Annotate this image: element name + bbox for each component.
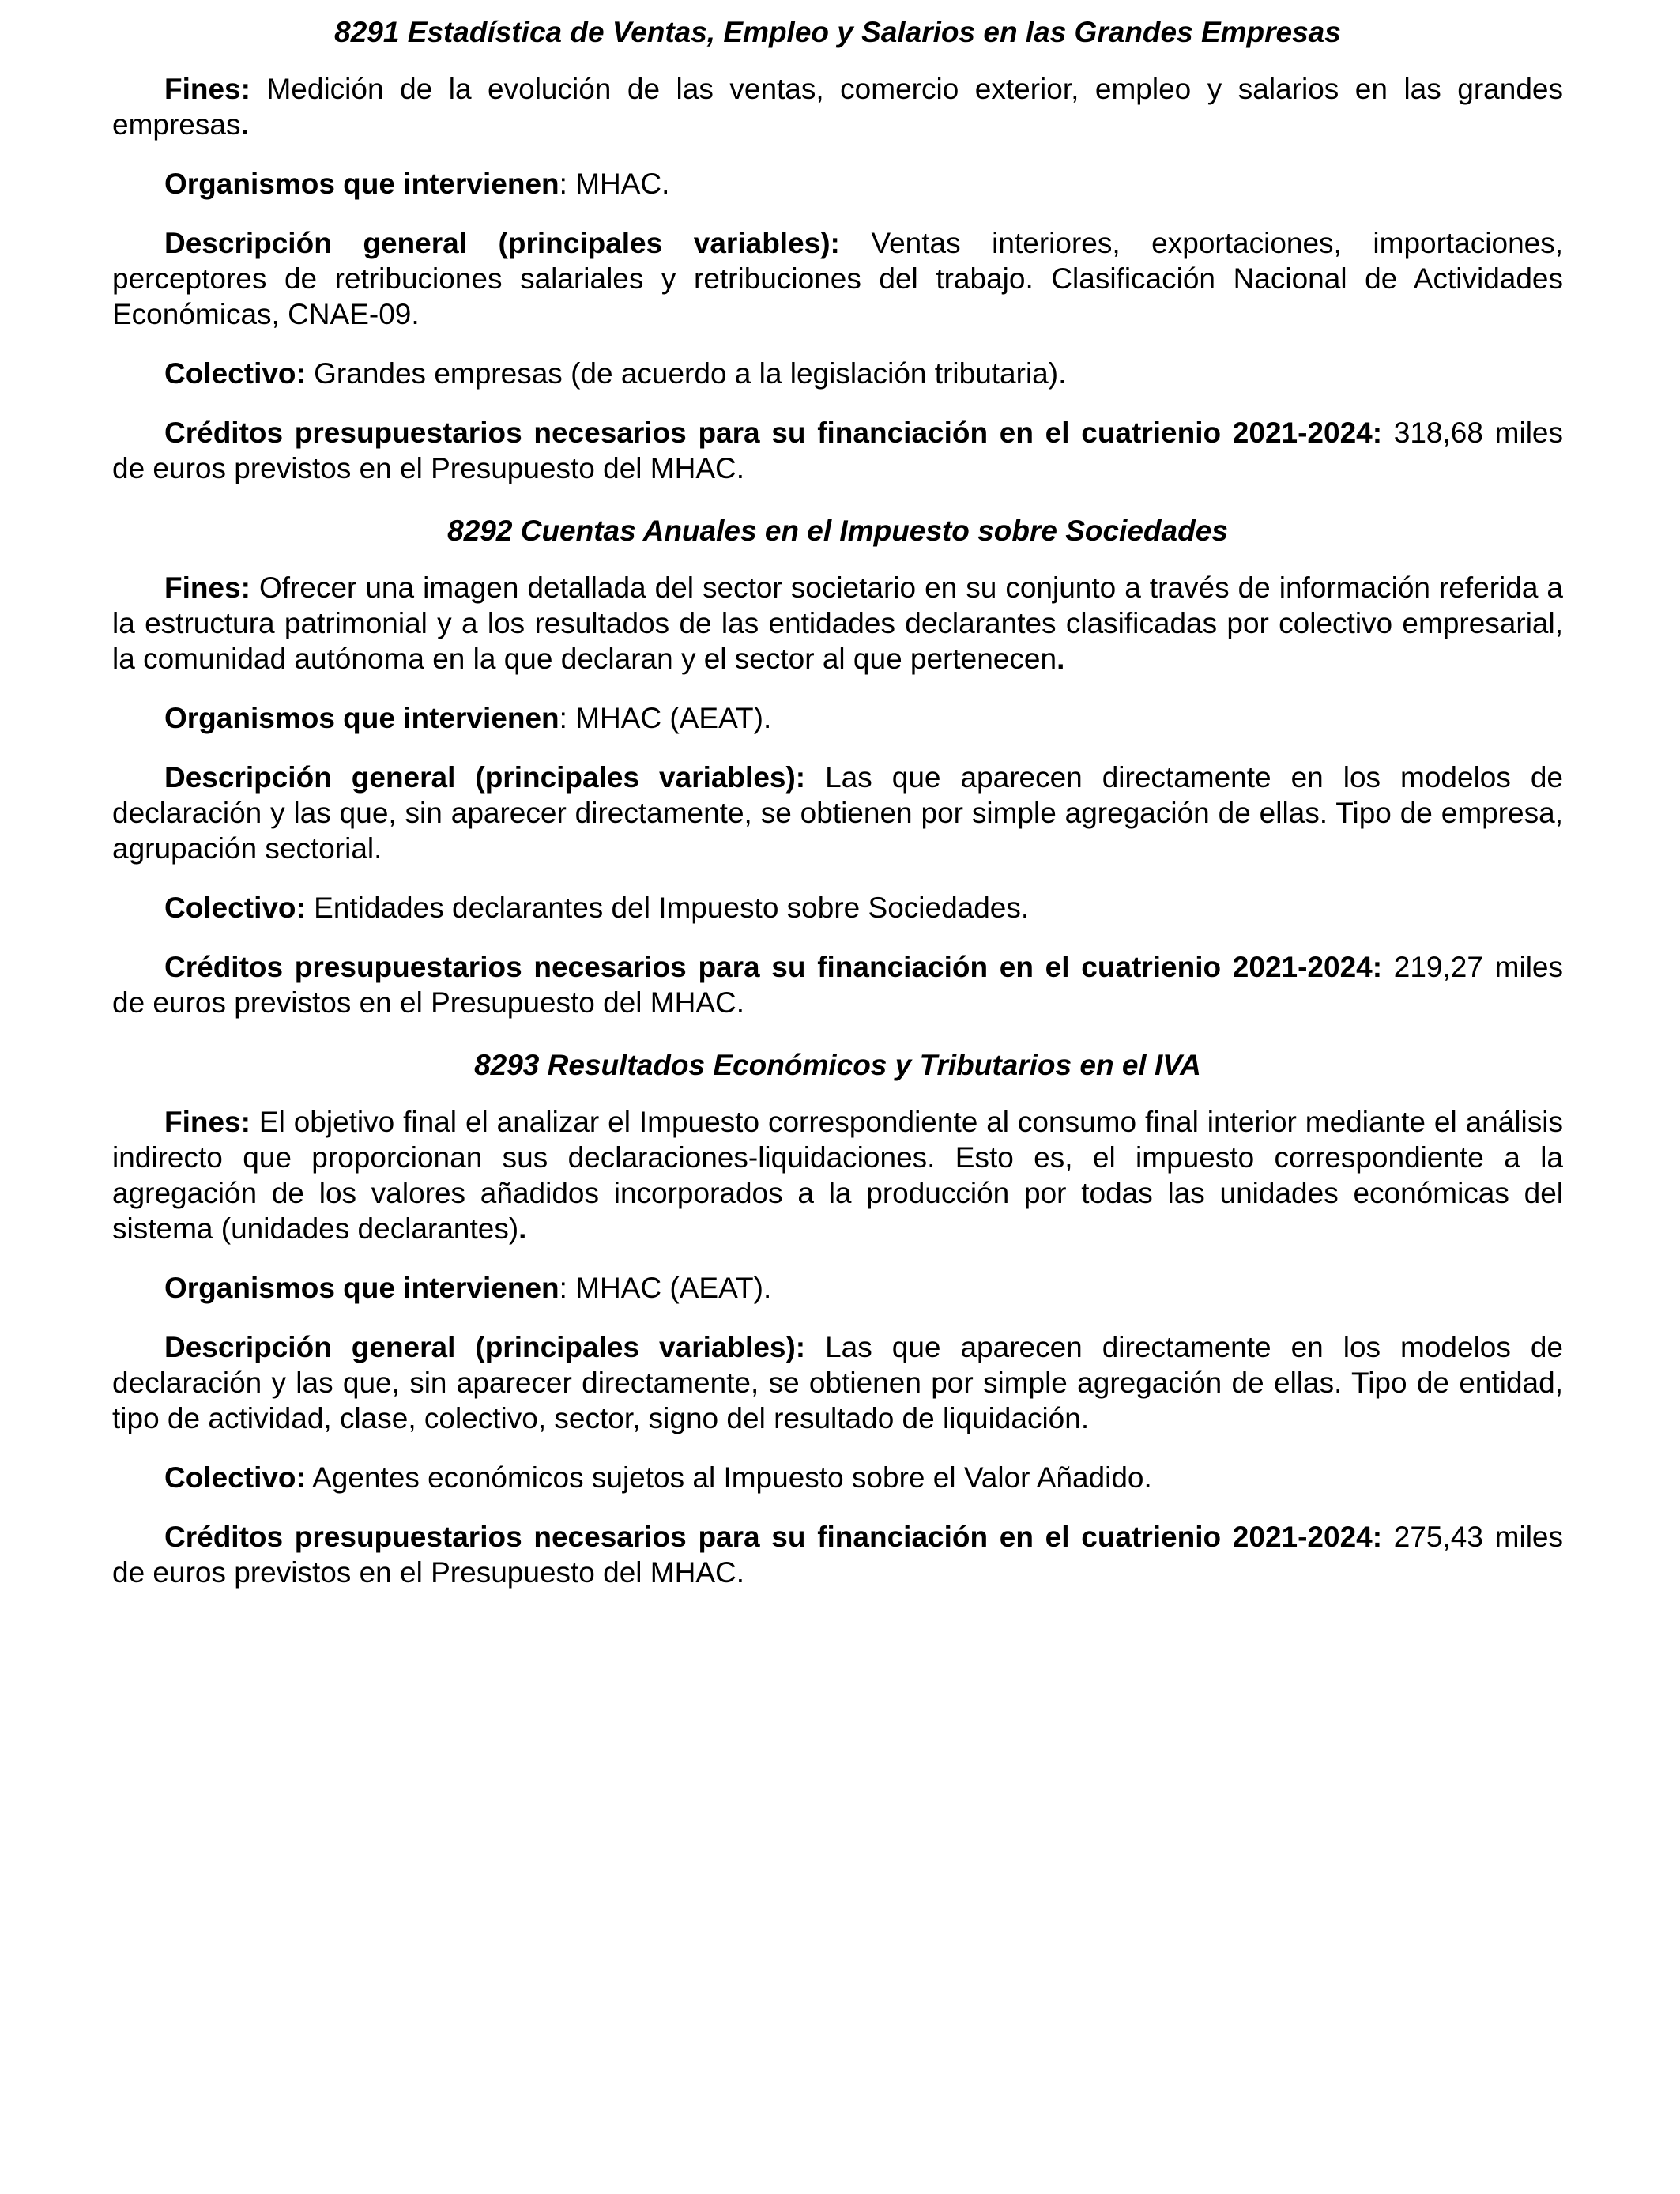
- paragraph-text: MHAC (AEAT).: [575, 702, 772, 734]
- paragraph-text: MHAC (AEAT).: [575, 1272, 772, 1304]
- paragraph-creditos: [112, 415, 1563, 486]
- section-8293: [112, 1047, 1563, 1590]
- paragraph-text: Entidades declarantes del Impuesto sobre Sociedades.: [314, 892, 1030, 924]
- paragraph-creditos: [112, 1519, 1563, 1590]
- paragraph-separator: [250, 571, 259, 604]
- paragraph-fines: [112, 1104, 1563, 1246]
- paragraph-descripcion: [112, 1329, 1563, 1436]
- section-title: 8293 Resultados Económicos y Tributarios en el IVA: [474, 1049, 1201, 1081]
- paragraph-label: Créditos presupuestarios necesarios para su financiación en el cuatrienio 2021-2024:: [164, 417, 1383, 449]
- paragraph-text: Agentes económicos sujetos al Impuesto sobre el Valor Añadido.: [312, 1461, 1152, 1494]
- paragraph-label: Colectivo:: [164, 1461, 306, 1494]
- paragraph-fines: [112, 570, 1563, 677]
- paragraph-text: El objetivo final el analizar el Impuesto correspondiente al consumo final interior mediante el análisis indirecto que proporcionan sus declaraciones-liquidaciones. Esto es, el impuesto correspondiente a la agregación de los valores añadidos incorporados a la producción por todas las unidades económicas del sistema (unidades declarantes): [112, 1106, 1563, 1245]
- paragraph-text: Medición de la evolución de las ventas, comercio exterior, empleo y salarios en las grandes empresas: [112, 73, 1563, 141]
- section-title: 8291 Estadística de Ventas, Empleo y Salarios en las Grandes Empresas: [334, 16, 1341, 48]
- paragraph-colectivo: [112, 1460, 1563, 1495]
- section-8292: [112, 513, 1563, 1020]
- paragraph-label: Créditos presupuestarios necesarios para su financiación en el cuatrienio 2021-2024:: [164, 951, 1383, 983]
- paragraph-organismos: [112, 166, 1563, 202]
- paragraph-text: 219,27 miles de euros previstos en el Presupuesto del MHAC.: [112, 951, 1564, 1019]
- paragraph-text: Ventas interiores, exportaciones, importaciones, perceptores de retribuciones salariales y retribuciones del trabajo. Clasificación Nacional de Actividades Económicas, CNAE-09.: [112, 227, 1564, 330]
- paragraph-separator: [306, 892, 314, 924]
- paragraph-separator: [250, 1106, 259, 1138]
- paragraph-colectivo: [112, 890, 1563, 925]
- paragraph-creditos: [112, 949, 1563, 1020]
- paragraph-label: Colectivo:: [164, 892, 306, 924]
- paragraph-label: Descripción general (principales variables):: [164, 1331, 806, 1363]
- paragraph-separator: [250, 73, 267, 105]
- paragraph-text: 318,68 miles de euros previstos en el Presupuesto del MHAC.: [112, 417, 1564, 484]
- document-page: [112, 14, 1563, 1614]
- paragraph-fines: [112, 71, 1563, 142]
- paragraph-text: Las que aparecen directamente en los modelos de declaración y las que, sin aparecer directamente, se obtienen por simple agregación de ellas. Tipo de empresa, agrupación sectorial.: [112, 761, 1564, 865]
- paragraph-separator: [840, 227, 872, 259]
- paragraph-text: Ofrecer una imagen detallada del sector societario en su conjunto a través de información referida a la estructura patrimonial y a los resultados de las entidades declarantes clasificadas por colectivo empresarial, la comunidad autónoma en la que declaran y el sector al que pertenecen: [112, 571, 1564, 675]
- paragraph-label: Descripción general (principales variables):: [164, 227, 840, 259]
- paragraph-label: Descripción general (principales variables):: [164, 761, 806, 794]
- paragraph-label: Fines:: [164, 571, 250, 604]
- paragraph-end: .: [240, 108, 249, 141]
- paragraph-descripcion: [112, 225, 1563, 332]
- paragraph-separator: [805, 1331, 825, 1363]
- paragraph-label: Créditos presupuestarios necesarios para su financiación en el cuatrienio 2021-2024:: [164, 1521, 1383, 1553]
- paragraph-text: Grandes empresas (de acuerdo a la legislación tributaria).: [314, 357, 1067, 390]
- paragraph-separator: [306, 1461, 312, 1494]
- paragraph-text: MHAC.: [575, 168, 670, 200]
- paragraph-descripcion: [112, 760, 1563, 866]
- paragraph-separator: :: [559, 702, 576, 734]
- paragraph-organismos: [112, 1270, 1563, 1306]
- paragraph-separator: [805, 761, 825, 794]
- paragraph-separator: :: [559, 1272, 576, 1304]
- paragraph-label: Organismos que intervienen: [164, 702, 559, 734]
- section-8291: [112, 14, 1563, 486]
- paragraph-text: Las que aparecen directamente en los modelos de declaración y las que, sin aparecer directamente, se obtienen por simple agregación de ellas. Tipo de entidad, tipo de actividad, clase, colectivo, sector, signo del resultado de liquidación.: [112, 1331, 1564, 1434]
- paragraph-text: 275,43 miles de euros previstos en el Presupuesto del MHAC.: [112, 1521, 1564, 1589]
- paragraph-separator: [306, 357, 314, 390]
- paragraph-label: Fines:: [164, 1106, 250, 1138]
- paragraph-separator: [1382, 1521, 1394, 1553]
- paragraph-separator: [1382, 417, 1394, 449]
- paragraph-separator: [1382, 951, 1394, 983]
- paragraph-label: Organismos que intervienen: [164, 168, 559, 200]
- paragraph-organismos: [112, 700, 1563, 736]
- paragraph-end: .: [1057, 643, 1065, 675]
- paragraph-colectivo: [112, 356, 1563, 391]
- paragraph-label: Organismos que intervienen: [164, 1272, 559, 1304]
- paragraph-end: .: [518, 1212, 527, 1245]
- paragraph-separator: :: [559, 168, 576, 200]
- paragraph-label: Fines:: [164, 73, 250, 105]
- paragraph-label: Colectivo:: [164, 357, 306, 390]
- section-title: 8292 Cuentas Anuales en el Impuesto sobre Sociedades: [447, 515, 1228, 547]
